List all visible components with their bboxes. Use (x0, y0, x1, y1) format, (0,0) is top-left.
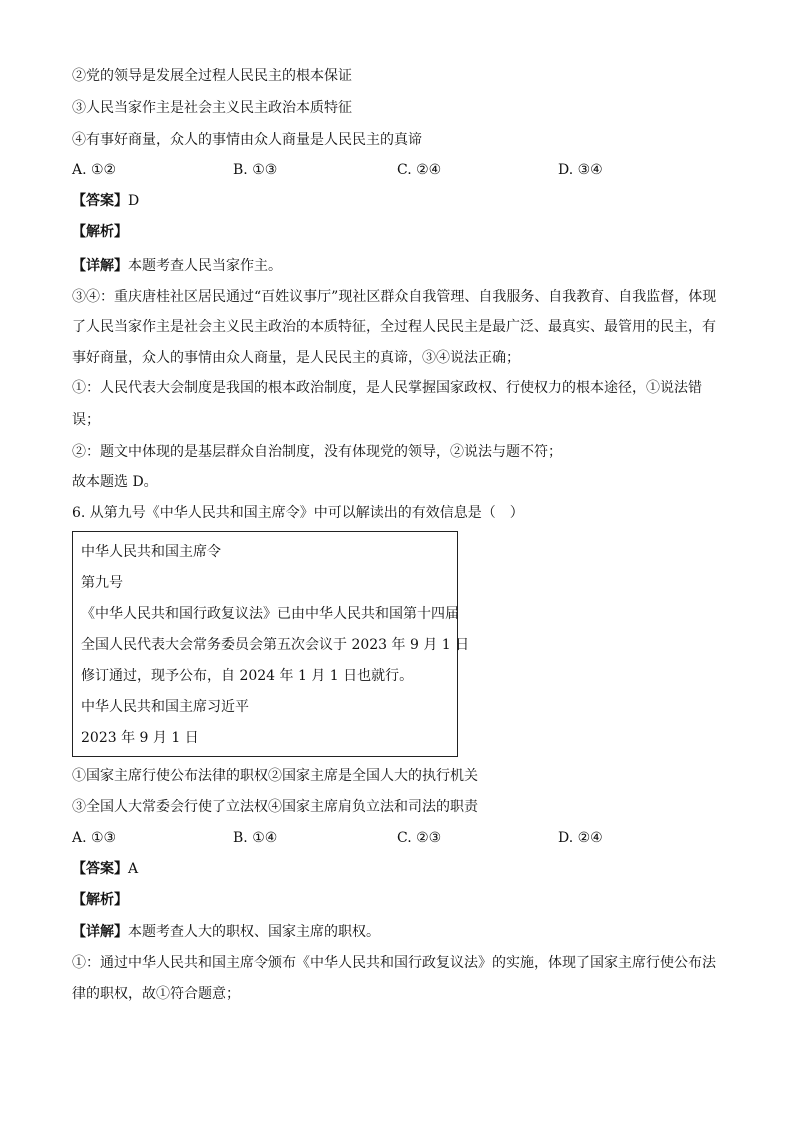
decree-title: 中华人民共和国主席令 (81, 544, 221, 560)
q5-explanation-line: ③④：重庆唐桂社区居民通过“百姓议事厅”现社区群众自我管理、自我服务、自我教育、自我监督，体现 (72, 289, 717, 305)
answer-value: D (128, 193, 140, 209)
decree-text-line: 修订通过，现予公布，自 2024 年 1 月 1 日也就行。 (81, 668, 414, 684)
q5-explanation-line: ①：人民代表大会制度是我国的根本政治制度，是人民掌握国家政权、行使权力的根本途径，①说法错 (72, 380, 702, 396)
q5-options (72, 160, 722, 180)
decree-number: 第九号 (81, 575, 123, 591)
answer-tag: 【答案】 (72, 193, 128, 209)
detail-intro: 本题考查人大的职权、国家主席的职权。 (128, 924, 380, 940)
q5-analysis-heading (72, 222, 128, 242)
q5-conclusion: 故本题选 D。 (72, 474, 158, 490)
option-d: D. ②④ (558, 830, 603, 846)
q5-explanation-line: ②：题文中体现的是基层群众自治制度，没有体现党的领导，②说法与题不符； (72, 444, 562, 460)
q5-explanation-line: 了人民当家作主是社会主义民主政治的本质特征，全过程人民民主是最广泛、最真实、最管用的民主，有 (72, 319, 716, 335)
q6-statements-line: ①国家主席行使公布法律的职权②国家主席是全国人大的执行机关 (72, 768, 478, 784)
q6-detail (72, 922, 380, 942)
answer-tag: 【答案】 (72, 861, 128, 877)
q6-statements-line: ③全国人大常委会行使了立法权④国家主席肩负立法和司法的职责 (72, 799, 478, 815)
q6-analysis-heading (72, 890, 128, 910)
decree-signatory: 中华人民共和国主席习近平 (81, 699, 249, 715)
q5-explanation-line: 误； (72, 412, 100, 428)
option-c: C. ②④ (397, 162, 442, 178)
analysis-tag: 【解析】 (72, 892, 128, 908)
option-a: A. ①③ (72, 830, 117, 846)
option-b: B. ①④ (233, 830, 278, 846)
statement-4: ④有事好商量，众人的事情由众人商量是人民民主的真谛 (72, 132, 422, 148)
decree-text-line: 全国人民代表大会常务委员会第五次会议于 2023 年 9 月 1 日 (81, 637, 470, 653)
q6-answer (72, 859, 138, 879)
q6-explanation-line: ①：通过中华人民共和国主席令颁布《中华人民共和国行政复议法》的实施，体现了国家主席行使公布法 (72, 955, 716, 971)
q5-answer (72, 191, 139, 211)
decree-box (72, 531, 470, 757)
option-a: A. ①② (72, 162, 117, 178)
analysis-tag: 【解析】 (72, 224, 128, 240)
q5-detail (72, 256, 282, 276)
q6-options (72, 828, 722, 848)
decree-text-line: 《中华人民共和国行政复议法》已由中华人民共和国第十四届 (81, 606, 459, 622)
detail-tag: 【详解】 (72, 924, 128, 940)
decree-date: 2023 年 9 月 1 日 (81, 730, 199, 746)
detail-tag: 【详解】 (72, 258, 128, 274)
option-c: C. ②③ (397, 830, 442, 846)
statement-3: ③人民当家作主是社会主义民主政治本质特征 (72, 100, 352, 116)
option-d: D. ③④ (558, 162, 603, 178)
q5-explanation-line: 事好商量，众人的事情由众人商量，是人民民主的真谛，③④说法正确； (72, 350, 520, 366)
detail-intro: 本题考查人民当家作主。 (128, 258, 282, 274)
q6-stem: 6. 从第九号《中华人民共和国主席令》中可以解读出的有效信息是（ ） (72, 505, 524, 521)
answer-value: A (128, 861, 139, 877)
q6-explanation-line: 律的职权，故①符合题意； (72, 986, 240, 1002)
statement-2: ②党的领导是发展全过程人民民主的根本保证 (72, 68, 352, 84)
option-b: B. ①③ (233, 162, 278, 178)
